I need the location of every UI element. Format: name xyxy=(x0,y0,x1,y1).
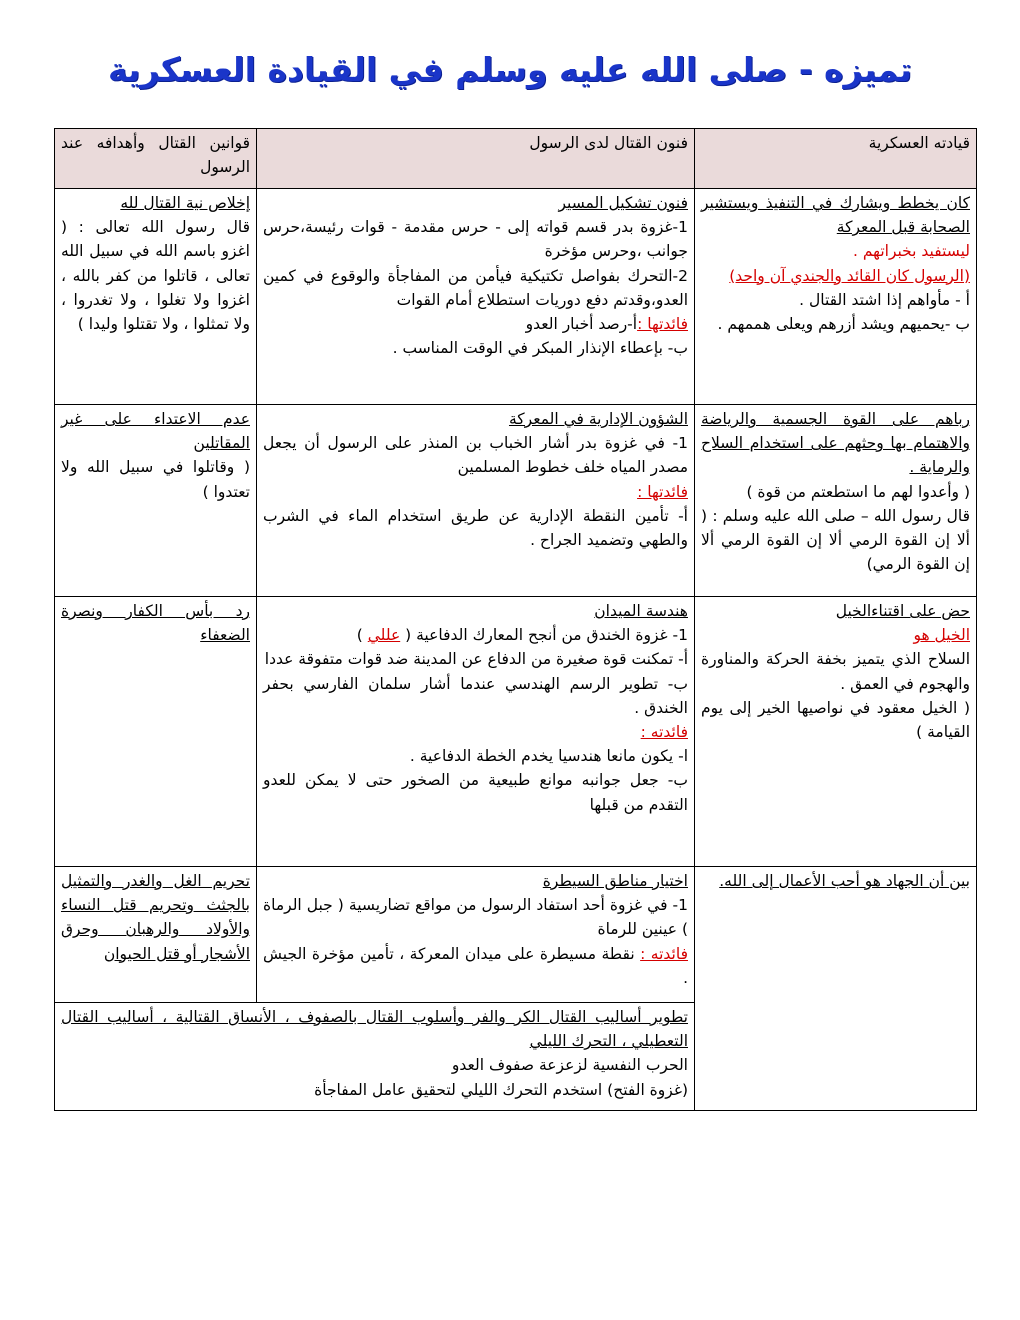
header-row xyxy=(55,129,977,189)
benefit-label: فائدته : xyxy=(640,723,688,742)
paragraph: ( وقاتلوا في سبيل الله ولا تعتدوا ) xyxy=(61,458,250,501)
table-row xyxy=(55,597,977,867)
list-item: ب -يحميهم ويشد أزرهم ويعلى هممهم . xyxy=(717,315,970,334)
table-row xyxy=(55,867,977,1003)
paragraph: ( الخيل معقود في نواصيها الخير إلى يوم القيامة ) xyxy=(701,698,970,742)
cell-march-formation xyxy=(257,189,695,405)
cell-prohibitions xyxy=(55,867,257,1003)
list-item: ب- جعل جوانبه موانع طبيعية من الصخور حتى لا يمكن للعدو التقدم من قبلها xyxy=(263,771,688,814)
note-red-underlined: الخيل هو xyxy=(913,626,970,645)
paragraph: قال رسول الله – صلى الله عليه وسلم : ( ألا إن القوة الرمي ألا إن القوة الرمي ألا إن القوة الرمي) xyxy=(701,506,970,574)
cell-non-combatants xyxy=(55,405,257,597)
cell-heading: هندسة الميدان xyxy=(594,602,688,620)
note-red-underlined: (الرسول كان القائد والجندي آن واحد) xyxy=(729,266,970,285)
cell-sincere-intention xyxy=(55,189,257,405)
cell-leadership-planning xyxy=(695,189,977,405)
cell-control-areas xyxy=(257,867,695,1003)
cell-heading: إخلاص نية القتال لله xyxy=(120,194,250,212)
paragraph: 1-غزوة بدر قسم قواته إلى - حرس مقدمة - قوات رئيسة،حرس جوانب ،وحرس مؤخرة xyxy=(263,218,688,261)
list-item: ا- يكون مانعا هندسيا يخدم الخطة الدفاعية . xyxy=(409,747,688,766)
leadership-table xyxy=(54,128,977,1111)
paragraph-start: 1- غزوة الخندق من أنجح المعارك الدفاعية ( xyxy=(405,626,688,645)
cell-heading: عدم الاعتداء على غير المقاتلين xyxy=(61,410,250,453)
benefit-line xyxy=(263,312,688,336)
table-row xyxy=(55,405,977,597)
cell-heading: حض على اقتناءالخيل xyxy=(835,602,970,620)
benefit-label: فائدتها : xyxy=(637,315,688,334)
cell-heading: بين أن الجهاد هو أحب الأعمال إلى الله. xyxy=(719,872,970,890)
cell-heading: تطوير أساليب القتال الكر والفر وأسلوب القتال بالصفوف ، الأنساق القتالية ، أساليب القتال التعطيلي ، التحرك الليلي xyxy=(61,1008,688,1051)
paragraph: 2-التحرك بفواصل تكتيكية فيأمن من المفاجأة والوقوع في كمين العدو،وقدتم دفع دوريات استطلاع أمام القوات xyxy=(263,266,688,309)
cell-field-engineering xyxy=(257,597,695,867)
cell-combat-methods xyxy=(55,1003,695,1111)
cell-administrative-affairs xyxy=(257,405,695,597)
cell-heading: رباهم على القوة الجسمية والرياضة والاهتمام بها وحثهم على استخدام السلاح والرماية . xyxy=(701,410,970,477)
paragraph: قال رسول الله تعالى : ( اغزو باسم الله في سبيل الله تعالى ، قاتلوا من كفر بالله ، اغزوا ولا تغلوا ، ولا تغدروا ، ولا تمثلوا ، ولا تقتلوا وليدا ) xyxy=(61,218,250,334)
paragraph: السلاح الذي يتميز بخفة الحركة والمناورة والهجوم في العمق . xyxy=(701,650,970,693)
paragraph xyxy=(263,623,688,647)
paragraph: 1- في غزوة بدر أشار الخباب بن المنذر على الرسول أن يجعل مصدر المياه خلف خطوط المسلمين xyxy=(263,434,688,477)
paragraph: أ- تأمين النقطة الإدارية عن طريق استخدام الماء في الشرب والطهي وتضميد الجراح . xyxy=(263,506,688,550)
benefit-label: فائدته : xyxy=(640,944,688,963)
benefit-text: أ-رصد أخبار العدو xyxy=(525,315,638,334)
list-item: ب- تطوير الرسم الهندسي عندما أشار سلمان الفارسي بحفر الخندق . xyxy=(263,674,688,717)
note-red: ليستفيد بخبراتهم . xyxy=(853,242,970,261)
benefit-line: ب- بإعطاء الإنذار المبكر في الوقت المناسب . xyxy=(392,339,688,358)
list-item: أ - مأواهم إذا اشتد القتال . xyxy=(799,290,970,309)
cell-heading: كان يخطط ويشارك في التنفيذ ويستشير الصحابة قبل المعركة xyxy=(701,194,970,237)
cell-heading: فنون تشكيل المسير xyxy=(558,194,688,212)
paragraph: ( وأعدوا لهم ما استطعتم من قوة ) xyxy=(746,482,970,501)
cell-heading: اختيار مناطق السيطرة xyxy=(542,872,688,890)
cell-repel-disbelievers xyxy=(55,597,257,867)
paragraph: (غزوة الفتح) استخدم التحرك الليلي لتحقيق عامل المفاجأة xyxy=(314,1080,688,1099)
paragraph-end: ) xyxy=(356,626,363,645)
list-item: أ- تمكنت قوة صغيرة من الدفاع عن المدينة ضد قوات متفوقة عددا xyxy=(264,650,688,669)
benefit-label: فائدتها : xyxy=(637,482,688,501)
header-combat-arts: فنون القتال لدى الرسول xyxy=(257,129,695,189)
cell-heading: تحريم الغل والغدر والتمثيل بالجثث وتحريم قتل النساء والأولاد والرهبان وحرق الأشجار أو قتل الحيوان xyxy=(61,872,250,963)
cell-heading: رد بأس الكفار ونصرة الضعفاء xyxy=(61,602,250,645)
header-combat-laws: قوانين القتال وأهدافه عند الرسول xyxy=(55,129,257,189)
paragraph: 1- في غزوة أحد استفاد الرسول من مواقع تضاريسية ( جبل الرماة ) عينين للرماة xyxy=(263,896,688,939)
table-row xyxy=(55,189,977,405)
cell-horses xyxy=(695,597,977,867)
benefit-line xyxy=(263,942,688,990)
note-red-underlined: عللي xyxy=(367,626,401,645)
cell-heading: الشؤون الإدارية في المعركة xyxy=(508,410,688,428)
cell-jihad-beloved xyxy=(695,867,977,1111)
cell-physical-training xyxy=(695,405,977,597)
page-title: تميزه - صلى الله عليه وسلم في القيادة العسكرية xyxy=(107,50,913,89)
benefit-text: نقطة مسيطرة على ميدان المعركة ، تأمين مؤخرة الجيش . xyxy=(263,944,688,987)
paragraph: الحرب النفسية لزعزعة صفوف العدو xyxy=(451,1056,688,1075)
header-military-leadership: قيادته العسكرية xyxy=(695,129,977,189)
